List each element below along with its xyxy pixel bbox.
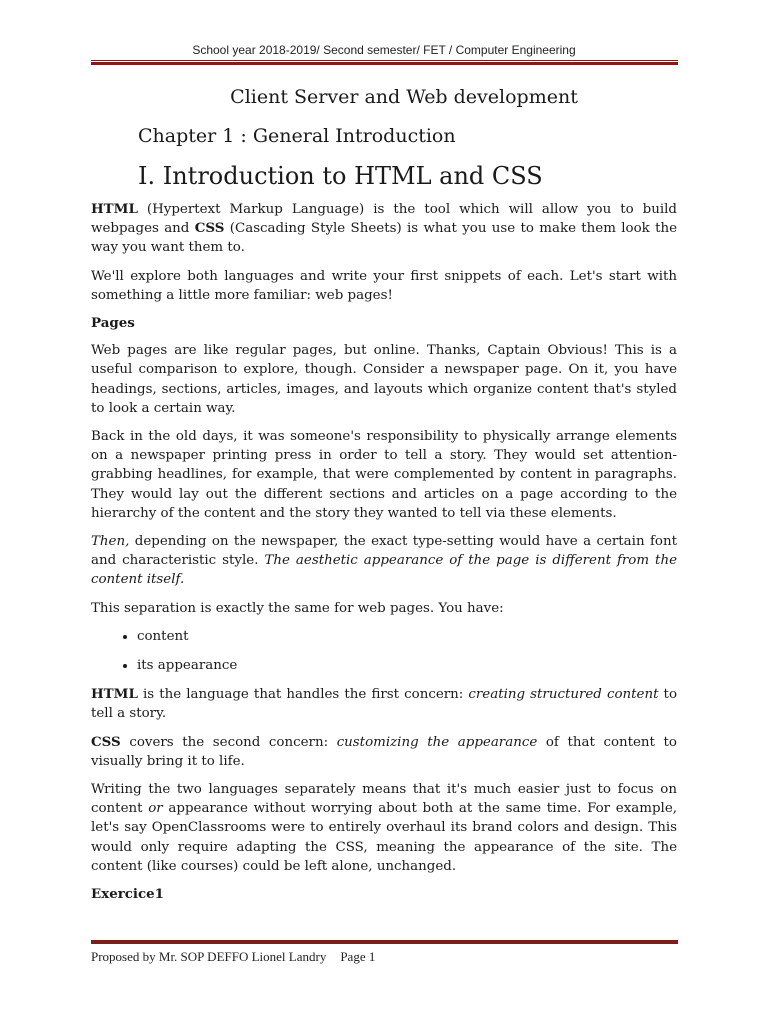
bullet-list [91, 627, 677, 675]
writing-text-a: Writing the two languages separately means that it's much easier just to focus on content [91, 782, 677, 817]
writing-or: or [148, 801, 163, 817]
list-item: • content [137, 627, 677, 646]
section-title: I. Introduction to HTML and CSS [138, 162, 543, 190]
css-term: CSS [194, 220, 225, 237]
html-concern-text: is the language that handles the first concern: [137, 687, 469, 703]
separation-paragraph: This separation is exactly the same for web pages. You have: [91, 600, 504, 616]
footer-author: Proposed by Mr. SOP DEFFO Lionel Landry [91, 949, 327, 964]
intro-paragraph [91, 200, 677, 258]
html-concern-term: HTML [91, 686, 138, 703]
html-concern-paragraph [91, 685, 677, 723]
page-number: Page 1 [340, 949, 376, 964]
page-footer [91, 949, 375, 965]
then-body: depending on the newspaper, the exact type-setting would have a certain font and characteristic style. [91, 534, 677, 569]
explore-paragraph: We'll explore both languages and write your first snippets of each. Let's start with something a little more familiar: web pages! [91, 268, 677, 303]
list-item: • its appearance [137, 656, 677, 675]
writing-paragraph [91, 780, 677, 876]
html-concern-tail: to tell a story. [91, 687, 678, 722]
chapter-title: Chapter 1 : General Introduction [138, 125, 456, 147]
css-concern-paragraph [91, 733, 677, 771]
document-title: Client Server and Web development [230, 86, 578, 108]
footer-rule [91, 939, 678, 944]
pages-paragraph-2: Back in the old days, it was someone's responsibility to physically arrange elements on a newspaper printing press in order to tell a story. They would set attention-grabbing headlines, for example, that were complemented by content in paragraphs. They would lay out the different sections and articles on a page according to the hierarchy of the content and the story they wanted to tell via these elements. [91, 429, 677, 521]
pages-paragraph-1: Web pages are like regular pages, but online. Thanks, Captain Obvious! This is a useful comparison to explore, though. Consider a newspaper page. On it, you have headings, sections, articles, images, and layouts which organize content that's styled to look a certain way. [91, 343, 677, 416]
css-concern-term: CSS [91, 733, 121, 750]
exercise-heading: Exercice1 [91, 886, 164, 903]
html-concern-emphasis: creating structured content [468, 687, 659, 703]
writing-text-b: appearance without worrying about both at the same time. For example, let's say OpenClassrooms were to entirely overhaul its brand colors and design. This would only require adapting the CSS, meaning the appearance of the site. The content (like courses) could be left alone, unchanged. [91, 801, 677, 874]
html-description: (Hypertext Markup Language) is the tool which will allow you to build webpages and [91, 202, 677, 237]
then-lead: Then, [91, 534, 130, 550]
css-concern-emphasis: customizing the appearance [336, 734, 538, 750]
then-emphasis: The aesthetic appearance of the page is different from the content itself. [91, 553, 677, 588]
pages-heading: Pages [91, 315, 135, 332]
then-paragraph [91, 532, 677, 590]
document-body [91, 200, 677, 912]
css-description: (Cascading Style Sheets) is what you use to make them look the way you want them to. [91, 221, 678, 256]
header-rule [91, 60, 678, 65]
page-header: School year 2018-2019/ Second semester/ FET / Computer Engineering [192, 43, 576, 57]
css-concern-text: covers the second concern: [120, 734, 337, 750]
html-term: HTML [91, 201, 138, 217]
css-concern-tail: of that content to visually bring it to life. [91, 734, 677, 769]
